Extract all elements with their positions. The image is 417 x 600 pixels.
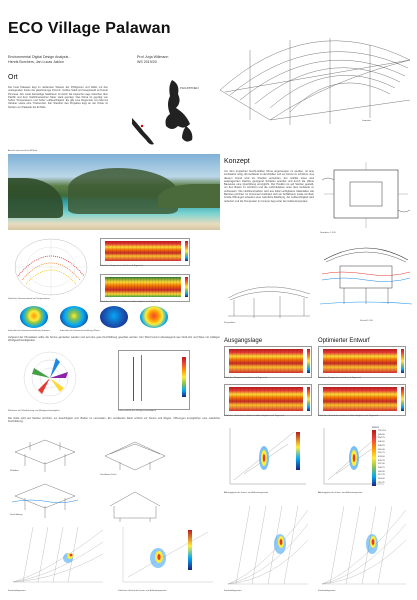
legend-value: 598.25 (378, 444, 385, 447)
humidity-heatmap-base (224, 384, 312, 416)
legend-value: 791.251 (378, 430, 386, 432)
subtitle-authors (8, 55, 71, 64)
caption-sun-path: Jährlicher Sonnenverlauf mit Temperaturen (8, 298, 50, 300)
photo-caption: Ansicht einer Insel bei El Nido (8, 150, 38, 152)
perspective-drawing (224, 280, 314, 320)
sketch-pfahlbau (10, 432, 80, 472)
caption-wind-rose: Windrose mit Windrichtung und Windgeschwindigkeit (8, 410, 60, 412)
radiation-chart-4 (140, 306, 168, 328)
caption-grundriss: Grundriss 1:100 (320, 232, 336, 234)
temp-heatmap-1 (100, 238, 190, 266)
caption-comfort-base: Komfortdiagramm (224, 590, 242, 592)
legend-value: 743.00 (378, 433, 385, 436)
indoor-outdoor-chart-base (224, 424, 312, 490)
radiation-summer-chart (20, 306, 48, 328)
caption-temp-opt: Jährlicher Temperaturverlauf nach Tageszeit (318, 377, 361, 379)
caption-wind-speed: Jahresverlauf der Windgeschwindigkeit (118, 410, 156, 412)
floor-plan (320, 160, 412, 230)
legend-title: Hours (372, 426, 379, 429)
section-ausgangslage: Ausgangslage (224, 338, 263, 344)
legend-value: 357.00 (378, 463, 385, 466)
legend-value: 646.50 (378, 441, 385, 444)
poster-title: ECO Village Palawan (8, 20, 171, 37)
caption-durchlueftung: Durchlüftung (10, 514, 23, 516)
konzept-text: Um dem tropischen feucht-heißen Klima angemessen zu werden, ist eine Architektur nötig, die Gebäude zu durchlüften und vor Sonne zu schützen. Aus diesem Grund wird ein Pavillon entworfen, der mithilfe eines weit auskragenden Daches genügend Schatten spendet und durch die offene Bauweise eine Querlüftung ermöglicht. Der Pavillon ist auf Stelzen gestellt, um den Boden zu schützen und die Luftzirkulation unter dem Gebäude zu verbessern. Die Holzkonstruktion wird aus lokal verfügbaren Materialien wie Bambus errichtet. Im Innenraum befinden sich ein Schlafraum sowie ein Bad. Große Öffnungen erlauben eine natürliche Belüftung, die Luftfeuchtigkeit wird reduziert und die Temperatur im Inneren liegt unter der Außentemperatur. (224, 170, 314, 203)
legend-value: 405.25 (378, 459, 385, 462)
legend-value: 501.75 (378, 452, 385, 455)
subtitle-line-1: Environmental Digital Design Analysis - (8, 55, 71, 59)
caption-humidity-opt: Jährlicher Verlauf der relativen Luftfeuchtigkeit nach Tageszeit (318, 415, 379, 417)
subtitle-line-2: Henrik Borchers, Jan Lucas Jablon (8, 59, 64, 64)
caption-pfahlbau: Pfahlbau (10, 470, 19, 472)
legend-value: 164.00 (378, 478, 385, 481)
caption-indoor-outdoor-opt: Abhängigkeit der Innen- zur Außentemperatur (318, 492, 363, 494)
ort-text: Die Insel Palawan liegt im äußersten Westen der Philippinen und bildet mit den umliegenden Inseln die gleichnamige Provinz. Größte Stadt und Hauptstadt ist Puerto Princesa. Der meist kleinteilige Stadtraum ist durch die tropische Lage zwischen dem Pazifik und dem Südchinesischen Meer stark geprägt. Das Klima ist geprägt von hohen Temperaturen und hoher Luftfeuchtigkeit. Es gibt eine Regenzeit von Mai bis Oktober sowie eine Trockenzeit. Der Standort des Projektes liegt an der Küste im Norden von Palawan bei El Nido. (8, 86, 108, 109)
map-label: PHILIPPINEN (180, 86, 199, 90)
caption-schnitt: Schnitt 1:100 (360, 320, 373, 322)
subtitle-professor (137, 55, 168, 64)
section-ort: Ort (8, 74, 18, 81)
semester: WS 2019/20 (137, 59, 157, 64)
comfort-chart-site (8, 522, 108, 588)
caption-temp-1: Jährlicher Temperaturverlauf nach Tageszeit (100, 265, 143, 267)
caption-isometrie: Isometrie (362, 120, 371, 122)
caption-humidity-1: Jährlicher Verlauf der relativen Luftfeuchtigkeit nach Tageszeit (100, 301, 161, 303)
professor-name: Prof. Anja Willmann (137, 55, 169, 59)
sun-path-diagram (8, 236, 94, 298)
legend-value: 550.00 (378, 448, 385, 451)
legend-values (378, 430, 386, 486)
legend-value: 694.75 (378, 437, 385, 440)
caption-ventiliertes-dach: Ventiliertes Dach (100, 474, 117, 476)
section-konzept: Konzept (224, 158, 250, 165)
radiation-winter-chart (60, 306, 88, 328)
legend-value: 308.75 (378, 467, 385, 470)
sketch-ventiliertes-dach (100, 436, 170, 476)
legend-value: 212.25 (378, 474, 385, 477)
caption-humidity-base: Jährlicher Verlauf der relativen Luftfeuchtigkeit nach Tageszeit (224, 415, 285, 417)
wind-speed-chart (118, 350, 190, 410)
caption-perspektive: Perspektive (224, 322, 236, 324)
caption-comfort-site: Komfortdiagramm (8, 590, 26, 592)
comfort-chart-base (224, 500, 312, 588)
legend-value: 260.50 (378, 470, 385, 473)
caption-radiation-summer: Intensität der Sonneneinstrahlung Sommer (8, 330, 50, 332)
temp-heatmap-base (224, 346, 312, 378)
section-drawing (320, 240, 412, 318)
caption-temp-base: Jährlicher Temperaturverlauf nach Tageszeit (224, 377, 267, 379)
legend-colorbar (372, 430, 376, 486)
radiation-chart-3 (100, 306, 128, 328)
wind-text: Aufgrund der Klimadaten sollte die Sonne gemieden werden und auf eine gute Durchlüftung geachtet werden. Der Wind kommt überwiegend aus Nord-Ost und West mit mäßigen Windgeschwindigkeiten. (8, 336, 220, 343)
section-optimierter-entwurf: Optimierter Entwurf (318, 338, 370, 344)
pavilion-roof-sketch (210, 20, 415, 130)
caption-radiation-winter: Intensität der Sonneneinstrahlung Winter (60, 330, 100, 332)
caption-comfort-opt: Komfortdiagramm (318, 590, 336, 592)
concept-intro-text: Die Hütte wird auf Stelzen errichtet, um Feuchtigkeit vom Boden zu vermeiden. Ein ventiliertes Dach schützt vor Sonne und Regen, Öffnungen ermöglichen eine natürliche Durchlüftung. (8, 417, 220, 424)
comfort-chart-opt (318, 500, 410, 588)
indoor-outdoor-chart-site (118, 522, 218, 588)
sketch-house-section (100, 482, 170, 522)
wind-rose (20, 348, 80, 408)
legend-value: 115.75 (378, 481, 385, 484)
caption-indoor-outdoor-site: Jährlicher Verlauf der Innen- zur Außentemperatur (118, 590, 167, 592)
hours-legend (372, 426, 412, 488)
landscape-photo (8, 154, 220, 230)
humidity-heatmap-1 (100, 274, 190, 302)
caption-indoor-outdoor-base: Abhängigkeit der Innen- zur Außentemperatur (224, 492, 269, 494)
temp-heatmap-opt (318, 346, 406, 378)
humidity-heatmap-opt (318, 384, 406, 416)
legend-value: 453.50 (378, 455, 385, 458)
